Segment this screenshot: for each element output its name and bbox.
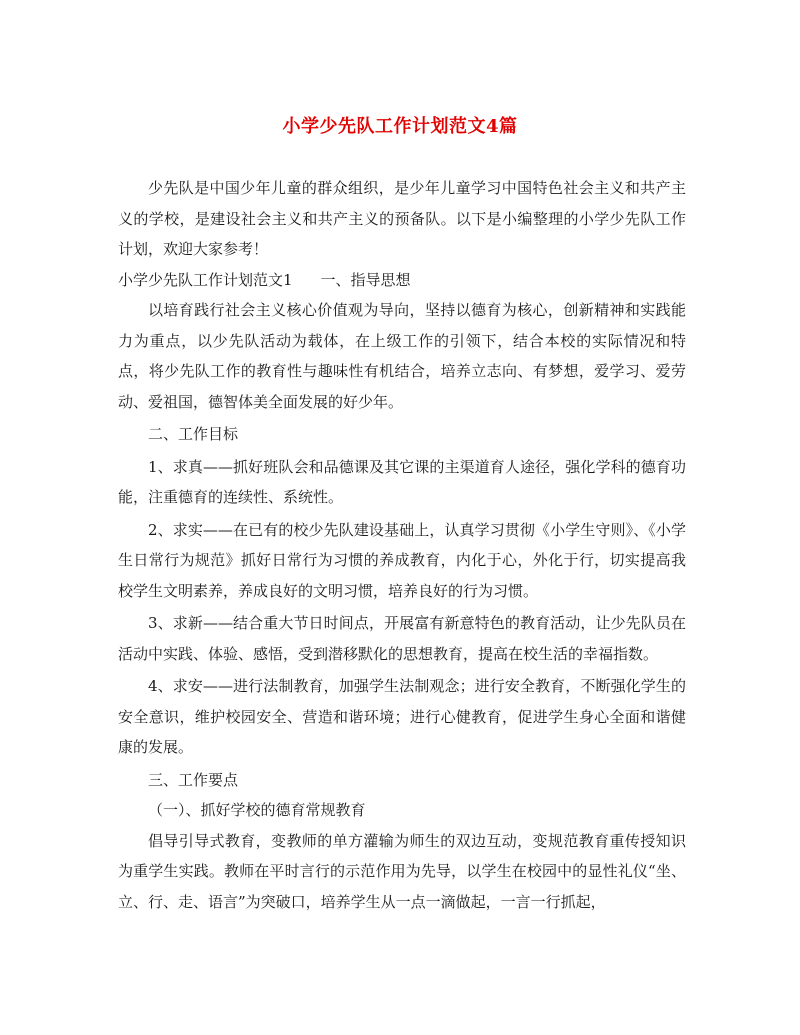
goal-3-paragraph: 3、求新——结合重大节日时间点，开展富有新意特色的教育活动，让少先队员在活动中实践、体验、感悟，受到潜移默化的思想教育，提高在校生活的幸福指数。 <box>118 614 686 663</box>
section-1-title: 小学少先队工作计划范文1 <box>118 270 293 289</box>
guiding-paragraph: 以培育践行社会主义核心价值观为导向，坚持以德育为核心，创新精神和实践能力为重点，以少先队活动为载体，在上级工作的引领下，结合本校的实际情况和特点，将少先队工作的教育性与趣味性有机结合，培养立志向、有梦想，爱学习、爱劳动、爱祖国，德智体美全面发展的好少年。 <box>118 301 686 411</box>
sub-1-heading: （一）、抓好学校的德育常规教育 <box>148 801 366 819</box>
goal-2-paragraph: 2、求实——在已有的校少先队建设基础上，认真学习贯彻《小学生守则》、《小学生日常行为规范》抓好日常行为习惯的养成教育，内化于心，外化于行，切实提高我校学生文明素养，养成良好的文明习惯，培养良好的行为习惯。 <box>118 520 686 600</box>
document-body <box>118 173 686 917</box>
points-heading: 三、工作要点 <box>148 770 239 789</box>
intro-paragraph: 少先队是中国少年儿童的群众组织，是少年儿童学习中国特色社会主义和共产主义的学校，是建设社会主义和共产主义的预备队。以下是小编整理的小学少先队工作计划，欢迎大家参考！ <box>118 179 686 258</box>
goal-4-paragraph: 4、求安——进行法制教育，加强学生法制观念；进行安全教育，不断强化学生的安全意识，维护校园安全、营造和谐环境；进行心健教育，促进学生身心全面和谐健康的发展。 <box>118 677 686 756</box>
goal-1-paragraph: 1、求真——抓好班队会和品德课及其它课的主渠道育人途径，强化学科的德育功能，注重德育的连续性、系统性。 <box>118 457 686 506</box>
guiding-heading: 一、指导思想 <box>320 270 411 289</box>
section-1-header <box>118 265 686 296</box>
sub-1-paragraph: 倡导引导式教育，变教师的单方灌输为师生的双边互动，变规范教育重传授知识为重学生实践。教师在平时言行的示范作用为先导，以学生在校园中的显性礼仪“坐、立、行、走、语言”为突破口，培养学生从一点一滴做起，一言一行抓起， <box>118 831 686 911</box>
goals-heading: 二、工作目标 <box>148 425 239 443</box>
document-title: 小学少先队工作计划范文4篇 <box>282 116 518 137</box>
